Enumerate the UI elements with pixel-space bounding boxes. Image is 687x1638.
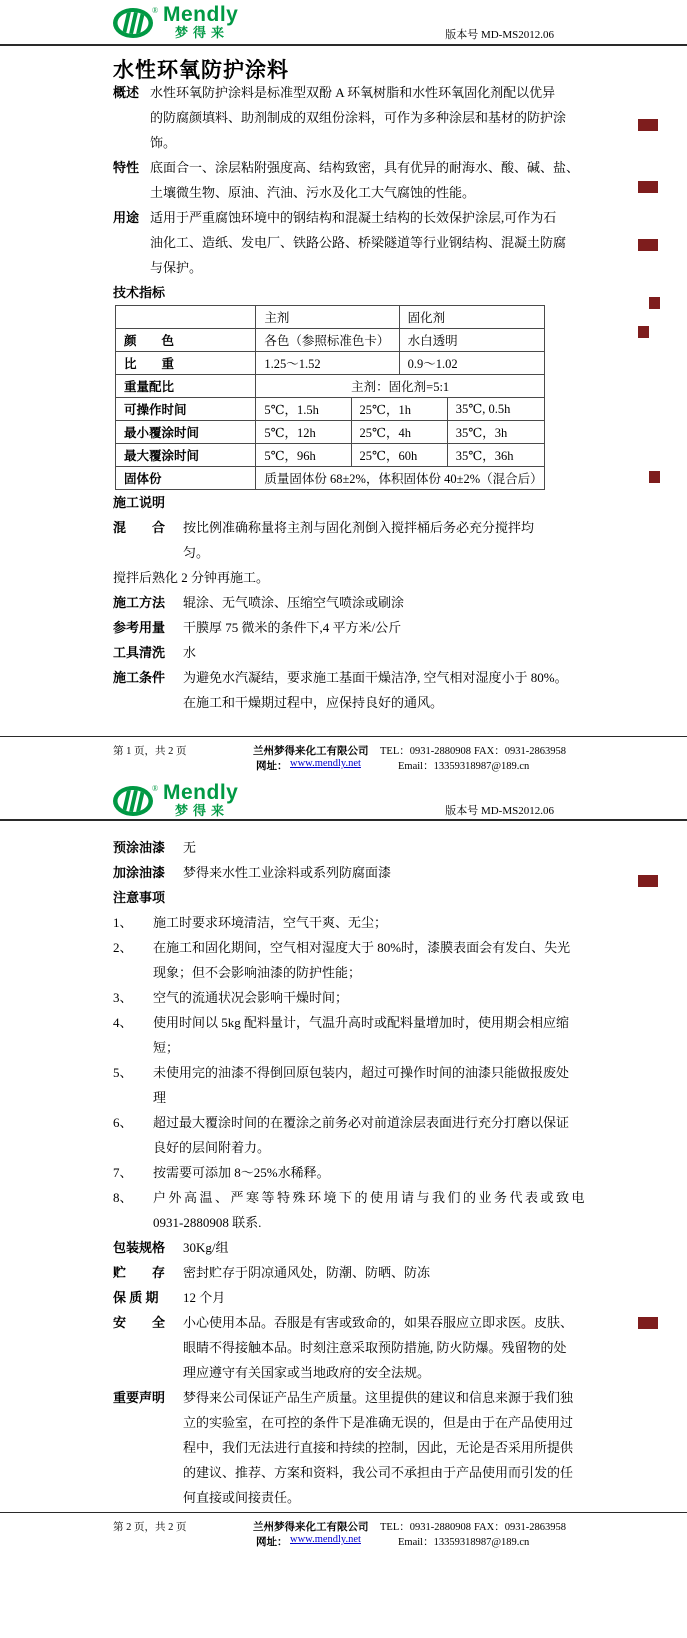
email-address: Email：13359318987@189.cn xyxy=(398,1537,530,1548)
table-row-solids: 固体份 质量固体份 68±2%，体积固体份 40±2%（混合后） xyxy=(116,467,545,490)
page2-header xyxy=(0,778,687,821)
website-link[interactable]: www.mendly.net xyxy=(290,1534,361,1545)
notes-heading: 注意事项 xyxy=(113,890,166,905)
table-row-max-recoat: 最大覆涂时间 5℃，96h 25℃，60h 35℃，36h xyxy=(116,444,545,467)
uses-text: 适用于严重腐蚀环境中的钢结构和混凝土结构的长效保护涂层,可作为石 油化工、造纸、发电厂、铁路公路、桥梁隧道等行业钢结构、混凝土防腐 与保护。 xyxy=(150,210,567,275)
table-row-header xyxy=(116,306,545,329)
note-item-4: 4、 使用时间以 5kg 配料量计，气温升高时或配料量增加时，使用期会相应缩 短； xyxy=(113,1015,570,1055)
version-label: 版本号 MD-MS2012.06 xyxy=(445,805,554,817)
revision-mark xyxy=(638,119,658,131)
company-name: 兰州梦得来化工有限公司 xyxy=(253,1522,369,1533)
row-conditions: 施工条件 为避免水汽凝结，要求施工基面干燥洁净, 空气相对湿度小于 80%。 在施工和干燥期过程中，应保持良好的通风。 xyxy=(113,665,558,715)
note-item-7: 7、 按需要可添加 8～25%水稀释。 xyxy=(113,1165,330,1180)
revision-mark xyxy=(638,239,658,251)
table-row-ratio: 重量配比 主剂：固化剂=5:1 xyxy=(116,375,545,398)
row-method: 施工方法 辊涂、无气喷涂、压缩空气喷涂或刷涂 xyxy=(113,595,405,610)
table-row-gravity: 比 重 1.25～1.52 0.9～1.02 xyxy=(116,352,545,375)
mendly-emblem-icon xyxy=(112,4,158,40)
registered-mark: ® xyxy=(152,6,158,15)
section-overview xyxy=(113,80,567,155)
website-label: 网址： xyxy=(256,761,288,772)
website-link[interactable]: www.mendly.net xyxy=(290,758,361,769)
logo-text xyxy=(163,4,238,39)
fax-number: FAX：0931-2863958 xyxy=(474,1522,566,1533)
row-disclaimer: 重要声明 梦得来公司保证产品生产质量。这里提供的建议和信息来源于我们独 立的实验室，在可控的条件下是准确无误的，但是由于在产品使用过 程中，我们无法进行直接和持续的控制，因此，无论是否采用所提供 的建议、推荐、方案和资料，我公司不承担由于产品使用而引发的任 何直接或间接责任。 xyxy=(113,1390,574,1505)
revision-mark xyxy=(649,297,660,309)
row-dosage: 参考用量 干膜厚 75 微米的条件下,4 平方米/公斤 xyxy=(113,620,402,635)
row-cleaning: 工具清洗 水 xyxy=(113,645,197,660)
section-uses xyxy=(113,205,567,280)
features-label: 特性 xyxy=(113,160,140,175)
tel-number: TEL：0931-2880908 xyxy=(380,746,471,757)
conditions-text: 为避免水汽凝结，要求施工基面干燥洁净, 空气相对湿度小于 80%。 在施工和干燥期过程中，应保持良好的通风。 xyxy=(183,670,568,710)
revision-mark xyxy=(649,471,660,483)
fax-number: FAX：0931-2863958 xyxy=(474,746,566,757)
overview-label: 概述 xyxy=(113,85,140,100)
table-row-pot-life: 可操作时间 5℃，1.5h 25℃，1h 35℃, 0.5h xyxy=(116,398,545,421)
construction-heading: 施工说明 xyxy=(113,495,166,510)
note-item-1: 1、 施工时要求环境清洁，空气干爽、无尘； xyxy=(113,915,388,930)
revision-mark xyxy=(638,1317,658,1329)
row-precoat: 预涂油漆 无 xyxy=(113,840,197,855)
page1-header xyxy=(0,0,687,46)
note-item-6: 6、 超过最大覆涂时间的在覆涂之前务必对前道涂层表面进行充分打磨以保证 良好的层间附着力。 xyxy=(113,1115,570,1155)
brand-name-cn: 梦得来 xyxy=(175,803,230,818)
row-topcoat: 加涂油漆 梦得来水性工业涂料或系列防腐面漆 xyxy=(113,865,392,880)
company-logo xyxy=(112,4,238,40)
website-label: 网址： xyxy=(256,1537,288,1548)
page-indicator: 第 2 页，共 2 页 xyxy=(113,1522,187,1533)
col-main-agent: 主剂 xyxy=(256,306,399,329)
note-item-3: 3、 空气的流通状况会影响干燥时间； xyxy=(113,990,349,1005)
tech-specs-heading: 技术指标 xyxy=(113,285,166,300)
note-item-2: 2、 在施工和固化期间，空气相对湿度大于 80%时，漆膜表面会有发白、失光 现象；但不会影响油漆的防护性能； xyxy=(113,940,571,980)
page2-footer xyxy=(0,1512,687,1554)
row-packing: 包装规格 30Kg/组 xyxy=(113,1240,229,1255)
email-address: Email：13359318987@189.cn xyxy=(398,761,530,772)
tech-specs-table xyxy=(115,305,545,490)
logo-text xyxy=(163,782,238,817)
company-name: 兰州梦得来化工有限公司 xyxy=(253,746,369,757)
page-2 xyxy=(0,778,687,1638)
version-label: 版本号 MD-MS2012.06 xyxy=(445,29,554,41)
features-text: 底面合一、涂层粘附强度高、结构致密，具有优异的耐海水、酸、碱、盐、 土壤微生物、原油、汽油、污水及化工大气腐蚀的性能。 xyxy=(150,160,580,200)
col-hardener: 固化剂 xyxy=(399,306,544,329)
section-features xyxy=(113,155,580,205)
page1-content xyxy=(113,46,580,715)
tel-number: TEL：0931-2880908 xyxy=(380,1522,471,1533)
brand-name-cn: 梦得来 xyxy=(175,25,230,40)
page2-content xyxy=(113,821,588,1510)
product-title: 水性环氧防护涂料 xyxy=(113,58,289,82)
overview-text: 水性环氧防护涂料是标准型双酚 A 环氧树脂和水性环氧固化剂配以优异 的防腐颜填料、助剂制成的双组份涂料，可作为多种涂层和基材的防护涂 饰。 xyxy=(150,85,567,150)
page1-footer xyxy=(0,736,687,778)
table-row-color: 颜 色 各色（参照标准色卡） 水白透明 xyxy=(116,329,545,352)
mixing-line2: 搅拌后熟化 2 分钟再施工。 xyxy=(113,570,270,585)
revision-mark xyxy=(638,875,658,887)
revision-mark xyxy=(638,181,658,193)
brand-name: Mendly xyxy=(163,781,239,804)
page-indicator: 第 1 页，共 2 页 xyxy=(113,746,187,757)
mendly-emblem-icon xyxy=(112,782,158,818)
uses-label: 用途 xyxy=(113,210,140,225)
note-item-8: 8、 户外高温、严寒等特殊环境下的使用请与我们的业务代表或致电 0931-2880908 联系. xyxy=(113,1190,588,1230)
row-shelf-life: 保 质 期 12 个月 xyxy=(113,1290,226,1305)
row-storage: 贮 存 密封贮存于阴凉通风处，防潮、防晒、防冻 xyxy=(113,1265,431,1280)
row-safety: 安 全 小心使用本品。吞服是有害或致命的，如果吞服应立即求医。皮肤、 眼睛不得接触本品。时刻注意采取预防措施, 防火防爆。残留物的处 理应遵守有关国家或当地政府的安全法规。 xyxy=(113,1315,574,1380)
note-item-5: 5、 未使用完的油漆不得倒回原包装内，超过可操作时间的油漆只能做报废处 理 xyxy=(113,1065,570,1105)
registered-mark: ® xyxy=(152,784,158,793)
brand-name: Mendly xyxy=(163,3,239,26)
page-1 xyxy=(0,0,687,778)
company-logo xyxy=(112,782,238,818)
mixing-label: 混 合 xyxy=(113,520,166,535)
row-mixing: 混 合 按比例准确称量将主剂与固化剂倒入搅拌桶后务必充分搅拌均匀。 xyxy=(113,515,558,565)
table-row-min-recoat: 最小覆涂时间 5℃，12h 25℃，4h 35℃，3h xyxy=(116,421,545,444)
revision-mark xyxy=(638,326,649,338)
